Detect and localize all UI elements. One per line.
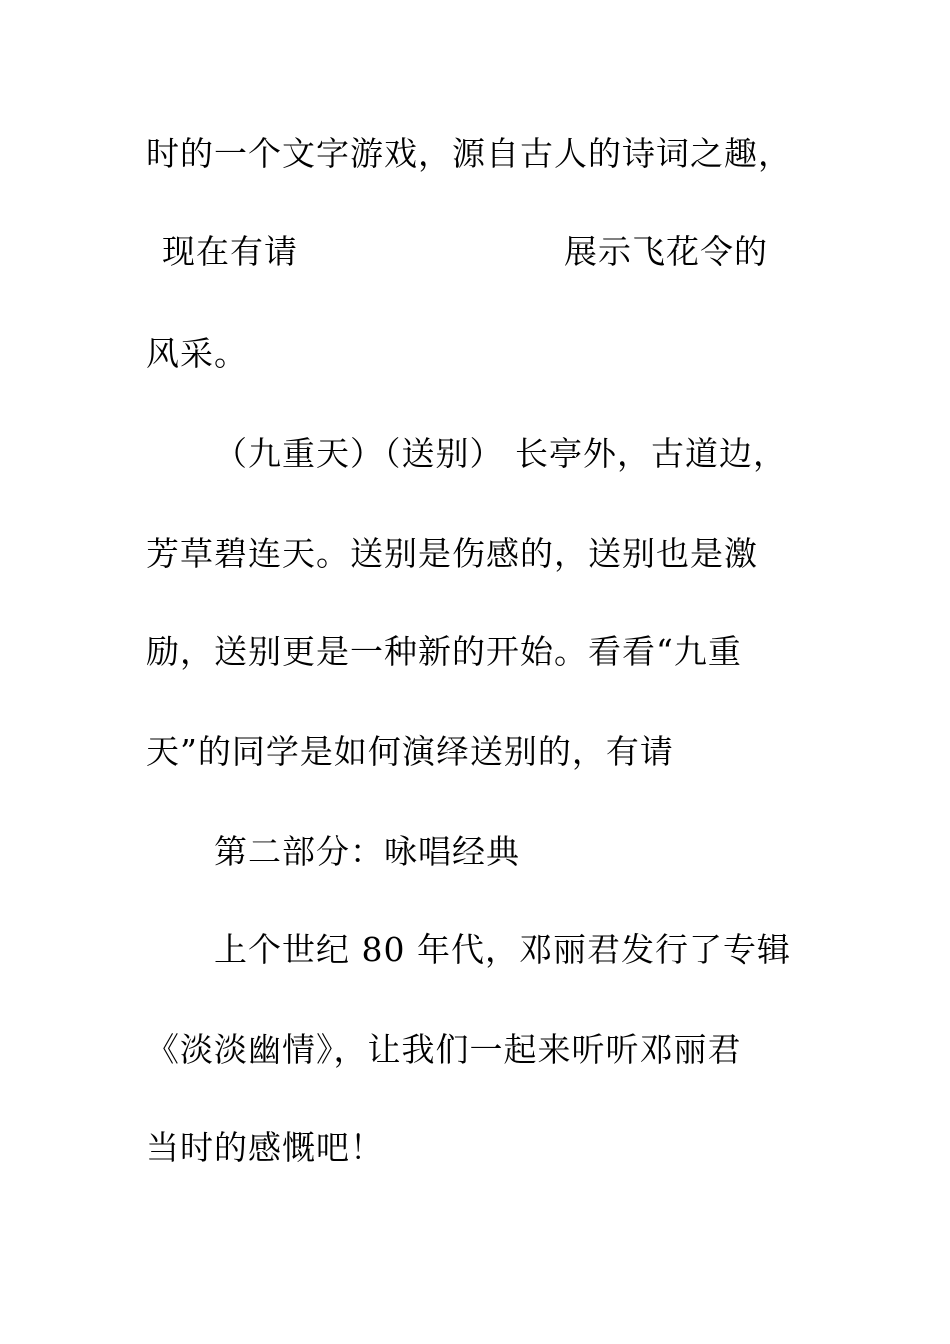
- paragraph-line-with-blank: [146, 228, 842, 276]
- paragraph-line: 励，送别更是一种新的开始。看看“九重: [146, 632, 742, 671]
- paragraph-line: 当时的感慨吧！: [146, 1128, 384, 1167]
- paragraph-line: （九重天）（送别） 长亭外，古道边，: [214, 434, 787, 473]
- paragraph-line: 风采。: [146, 334, 248, 373]
- text-segment: 展示飞花令的: [564, 232, 768, 271]
- paragraph-line: 时的一个文字游戏，源自古人的诗词之趣，: [146, 134, 792, 173]
- text-segment: 现在有请: [162, 232, 298, 271]
- paragraph-line: 上个世纪 80 年代，邓丽君发行了专辑: [214, 930, 791, 969]
- paragraph-line: 天”的同学是如何演绎送别的，有请: [146, 732, 674, 771]
- section-heading: 第二部分：咏唱经典: [214, 832, 520, 871]
- paragraph-line: 《淡淡幽情》，让我们一起来听听邓丽君: [146, 1030, 742, 1069]
- paragraph-line: 芳草碧连天。送别是伤感的，送别也是激: [146, 534, 758, 573]
